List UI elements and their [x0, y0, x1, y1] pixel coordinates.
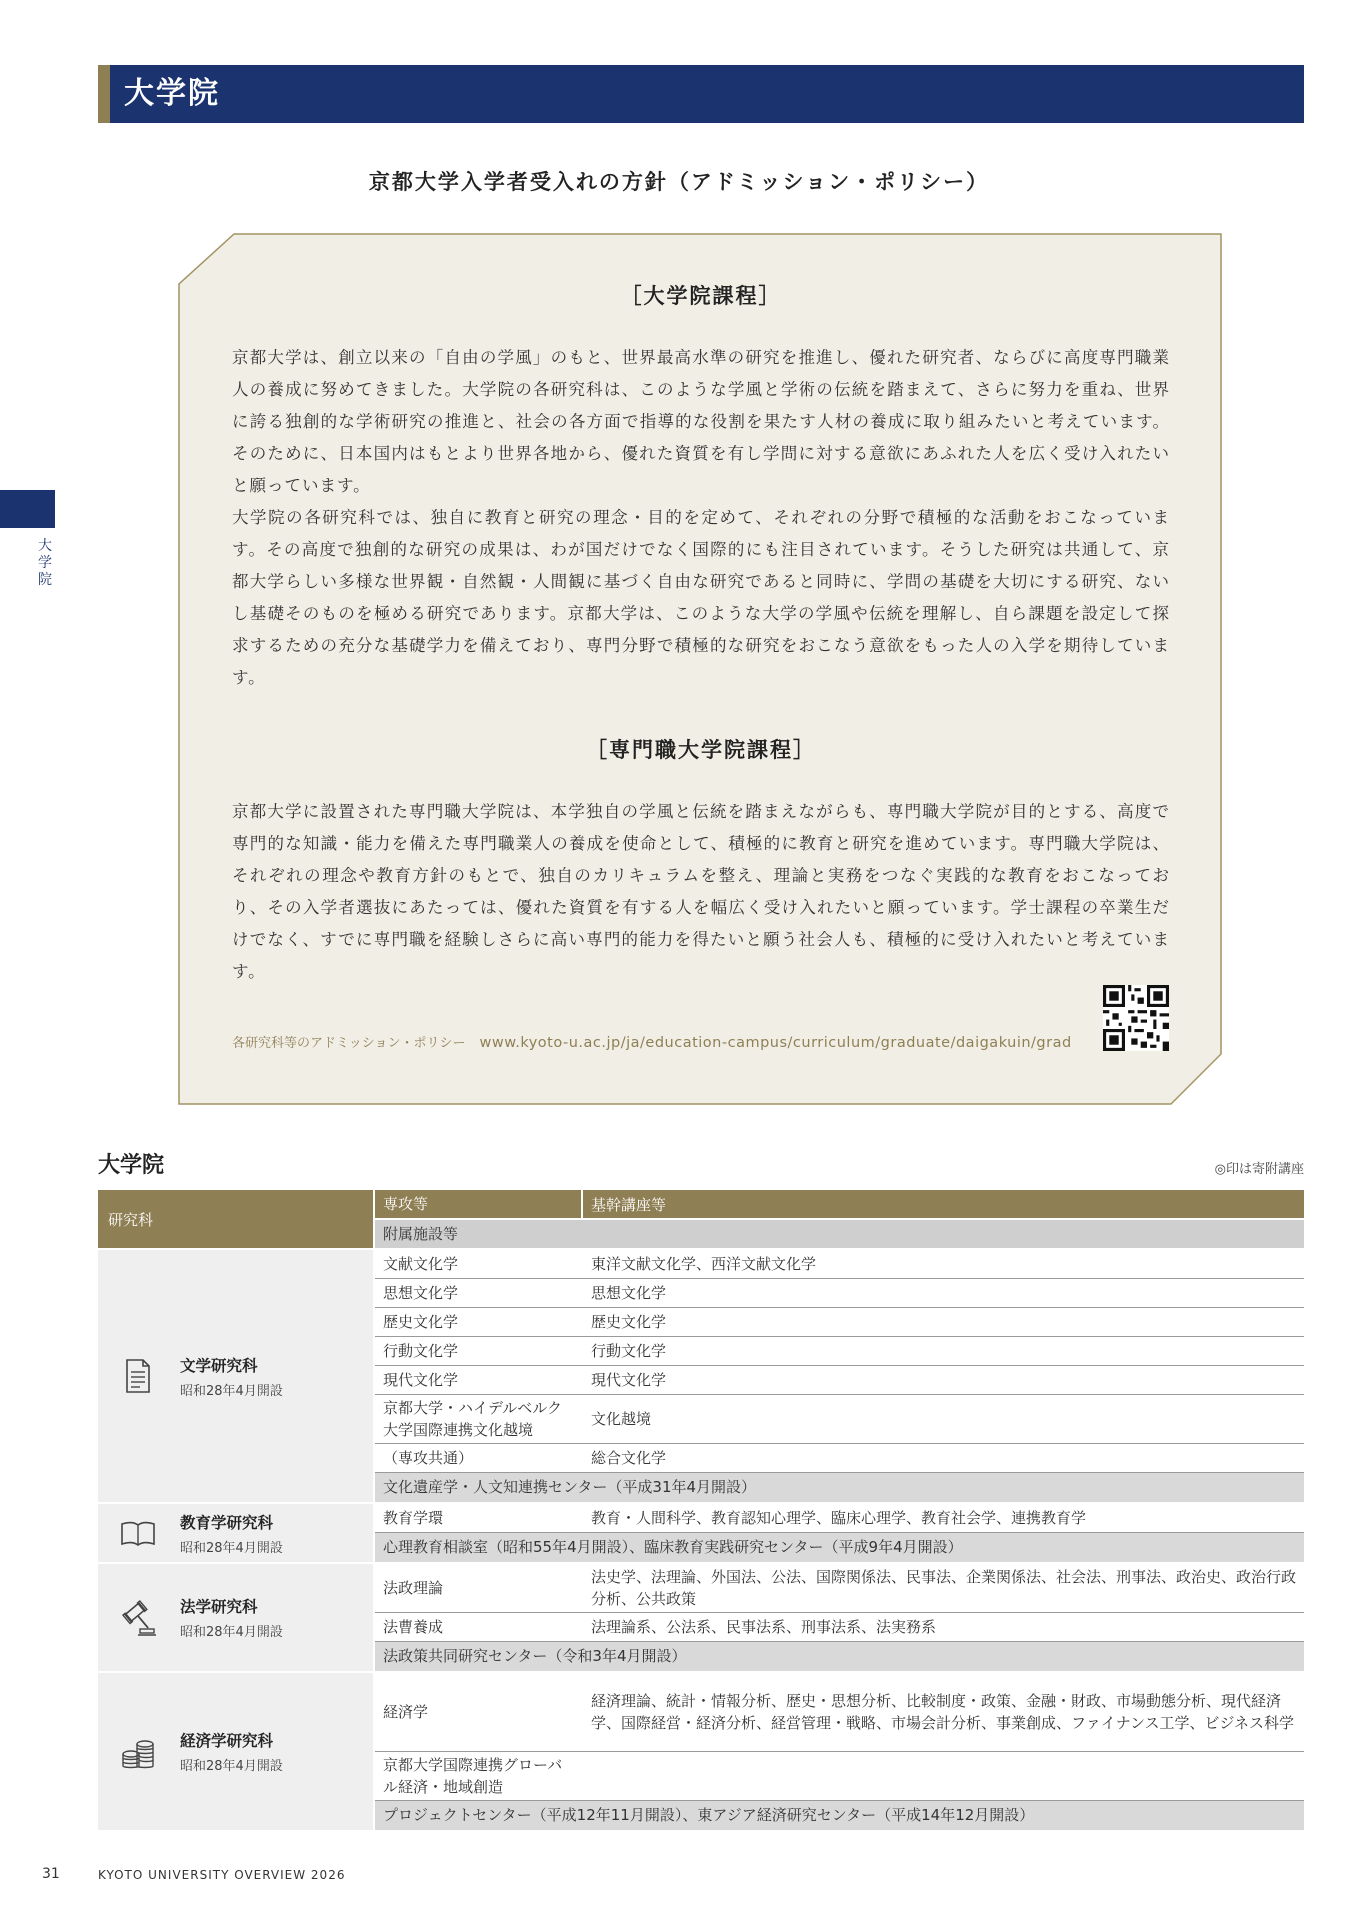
facility-row [375, 1533, 1304, 1562]
table-title: 大学院 [98, 1153, 165, 1178]
chairs-cell: 東洋文献文化学、西洋文献文化学 [591, 1255, 817, 1273]
document-icon [118, 1356, 158, 1396]
major-cell: 思想文化学 [383, 1284, 459, 1302]
major-cell: 行動文化学 [383, 1342, 459, 1360]
section-header-accent [98, 65, 110, 123]
side-index-label: 大学院 [38, 538, 52, 588]
dept-date: 昭和28年4月開設 [180, 1540, 283, 1556]
qr-code-icon[interactable] [1103, 985, 1169, 1051]
dept-date: 昭和28年4月開設 [180, 1759, 283, 1774]
grad-paragraph-2: 大学院の各研究科では、独自に教育と研究の理念・目的を定めて、それぞれの分野で積極的な活動をおこなっています。その高度で独創的な研究の成果は、わが国だけでなく国際的にも注目されています。そうした研究は共通して、京都大学らしい多様な世界観・自然観・人間観に基づく自由な研究であると同時に、学問の基礎を大切にする研究、ないし基礎そのものを極める研究であります。京都大学は、このような大学の学風や伝統を理解し、自ら課題を設定して探求するための充分な基礎学力を備えており、専門分野で積極的な研究をおこなう意欲をもった人の入学を期待しています。 [232, 508, 1170, 687]
major-cell: 法政理論 [383, 1579, 444, 1597]
table-row [375, 1613, 1304, 1642]
facility-row [375, 1473, 1304, 1502]
table-group-economics [98, 1671, 1304, 1830]
table-row [375, 1752, 1304, 1801]
major-cell: 京都大学・ハイデルベルク大学国際連携文化越境 [383, 1399, 562, 1439]
table-row [375, 1250, 1304, 1279]
table-note: ◎印は寄附講座 [1214, 1162, 1304, 1177]
table-header [98, 1190, 1304, 1248]
table-row [375, 1504, 1304, 1533]
table-row [375, 1337, 1304, 1366]
side-index-tab[interactable] [0, 490, 55, 528]
table-row [375, 1564, 1304, 1613]
header-major: 専攻等 [375, 1190, 583, 1218]
major-cell: （専攻共通） [383, 1449, 474, 1467]
major-cell: 経済学 [383, 1703, 429, 1721]
dept-name: 経済学研究科 [180, 1732, 274, 1750]
chairs-cell: 法理論系、公法系、民事法系、刑事法系、法実務系 [591, 1618, 937, 1636]
major-cell: 法曹養成 [383, 1618, 444, 1636]
prof-paragraph-1: 京都大学に設置された専門職大学院は、本学独自の学風と伝統を踏まえながらも、専門職大学院が目的とする、高度で専門的な知識・能力を備えた専門職業人の養成を使命として、積極的に教育と研究を進めています。専門職大学院は、それぞれの理念や教育方針のもとで、独自のカリキュラムを整え、理論と実務をつなぐ実践的な教育をおこなっており、その入学者選抜にあたっては、優れた資質を有する人を幅広く受け入れたいと願っています。学士課程の卒業生だけでなく、すでに専門職を経験しさらに高い専門的能力を得たいと願う社会人も、積極的に受け入れたいと考えています。 [232, 802, 1170, 981]
major-cell: 京都大学国際連携グローバル経済・地域創造 [383, 1756, 563, 1796]
dept-name: 教育学研究科 [180, 1513, 274, 1532]
gavel-icon [118, 1598, 158, 1638]
grad-course-heading: ［大学院課程］ [620, 284, 782, 308]
facility-cell: 文化遺産学・人文知連携センター（平成31年4月開設） [383, 1478, 757, 1496]
chairs-cell: 行動文化学 [591, 1342, 667, 1360]
facility-cell: プロジェクトセンター（平成12年11月開設）、東アジア経済研究センター（平成14年12月開設） [383, 1806, 1035, 1824]
book-icon [118, 1513, 158, 1553]
table-group-education [98, 1502, 1304, 1562]
graduate-school-table [98, 1190, 1304, 1830]
chairs-cell: 法史学、法理論、外国法、公法、国際関係法、民事法、企業関係法、社会法、刑事法、政治史、政治行政分析、公共政策 [591, 1568, 1297, 1608]
coins-icon [118, 1732, 158, 1772]
prof-course-heading: ［専門職大学院課程］ [586, 738, 816, 762]
dept-date: 昭和28年4月開設 [180, 1383, 283, 1399]
table-row [375, 1366, 1304, 1395]
page-title: 大学院 [124, 76, 220, 111]
footer-title: KYOTO UNIVERSITY OVERVIEW 2026 [98, 1868, 346, 1882]
header-facilities: 附属施設等 [375, 1218, 1304, 1248]
dept-date: 昭和28年4月開設 [180, 1625, 283, 1640]
major-cell: 歴史文化学 [383, 1313, 459, 1331]
grad-paragraph-1: 京都大学は、創立以来の「自由の学風」のもと、世界最高水準の研究を推進し、優れた研究者、ならびに高度専門職業人の養成に努めてきました。大学院の各研究科は、このような学風と学術の伝統を踏まえて、さらに努力を重ね、世界に誇る独創的な学術研究の推進と、社会の各方面で指導的な役割を果たす人材の養成に取り組みたいと考えています。そのために、日本国内はもとより世界各地から、優れた資質を有し学問に対する意欲にあふれた人を広く受け入れたいと願っています。 [232, 348, 1170, 495]
dept-name: 法学研究科 [180, 1598, 258, 1616]
table-row [375, 1444, 1304, 1473]
chairs-cell: 総合文化学 [591, 1449, 667, 1467]
policy-link-row [232, 1032, 1072, 1051]
page-number: 31 [42, 1866, 60, 1882]
facility-cell: 法政策共同研究センター（令和3年4月開設） [383, 1647, 687, 1665]
facility-cell: 心理教育相談室（昭和55年4月開設）、臨床教育実践研究センター（平成9年4月開設） [383, 1538, 963, 1556]
major-cell: 現代文化学 [383, 1371, 459, 1389]
major-cell: 文献文化学 [383, 1255, 459, 1273]
chairs-cell: 教育・人間科学、教育認知心理学、臨床心理学、教育社会学、連携教育学 [591, 1509, 1087, 1527]
section-header-band [98, 65, 1304, 123]
policy-link-url[interactable]: www.kyoto-u.ac.jp/ja/education-campus/curriculum/graduate/daigakuin/grad [479, 1035, 1072, 1051]
table-group-law [98, 1562, 1304, 1671]
header-dept: 研究科 [98, 1190, 375, 1248]
table-row [375, 1673, 1304, 1752]
chairs-cell: 文化越境 [591, 1410, 652, 1428]
facility-row [375, 1642, 1304, 1671]
table-row [375, 1395, 1304, 1444]
admission-policy-heading: 京都大学入学者受入れの方針（アドミッション・ポリシー） [368, 170, 990, 194]
facility-row [375, 1801, 1304, 1830]
header-chairs: 基幹講座等 [591, 1195, 667, 1214]
table-group-letters [98, 1248, 1304, 1502]
table-row [375, 1279, 1304, 1308]
major-cell: 教育学環 [383, 1509, 444, 1527]
chairs-cell: 現代文化学 [591, 1371, 667, 1389]
table-row [375, 1308, 1304, 1337]
chairs-cell: 思想文化学 [591, 1284, 667, 1302]
chairs-cell: 経済理論、統計・情報分析、歴史・思想分析、比較制度・政策、金融・財政、市場動態分析、現代経済学、国際経営・経済分析、経営管理・戦略、市場会計分析、事業創成、ファイナンス工学、ビジネス科学 [591, 1692, 1295, 1732]
chairs-cell: 歴史文化学 [591, 1313, 667, 1331]
policy-link-label: 各研究科等のアドミッション・ポリシー [232, 1036, 466, 1051]
policy-content [232, 280, 1170, 988]
dept-name: 文学研究科 [180, 1356, 258, 1375]
chairs-cell [583, 1774, 1304, 1778]
